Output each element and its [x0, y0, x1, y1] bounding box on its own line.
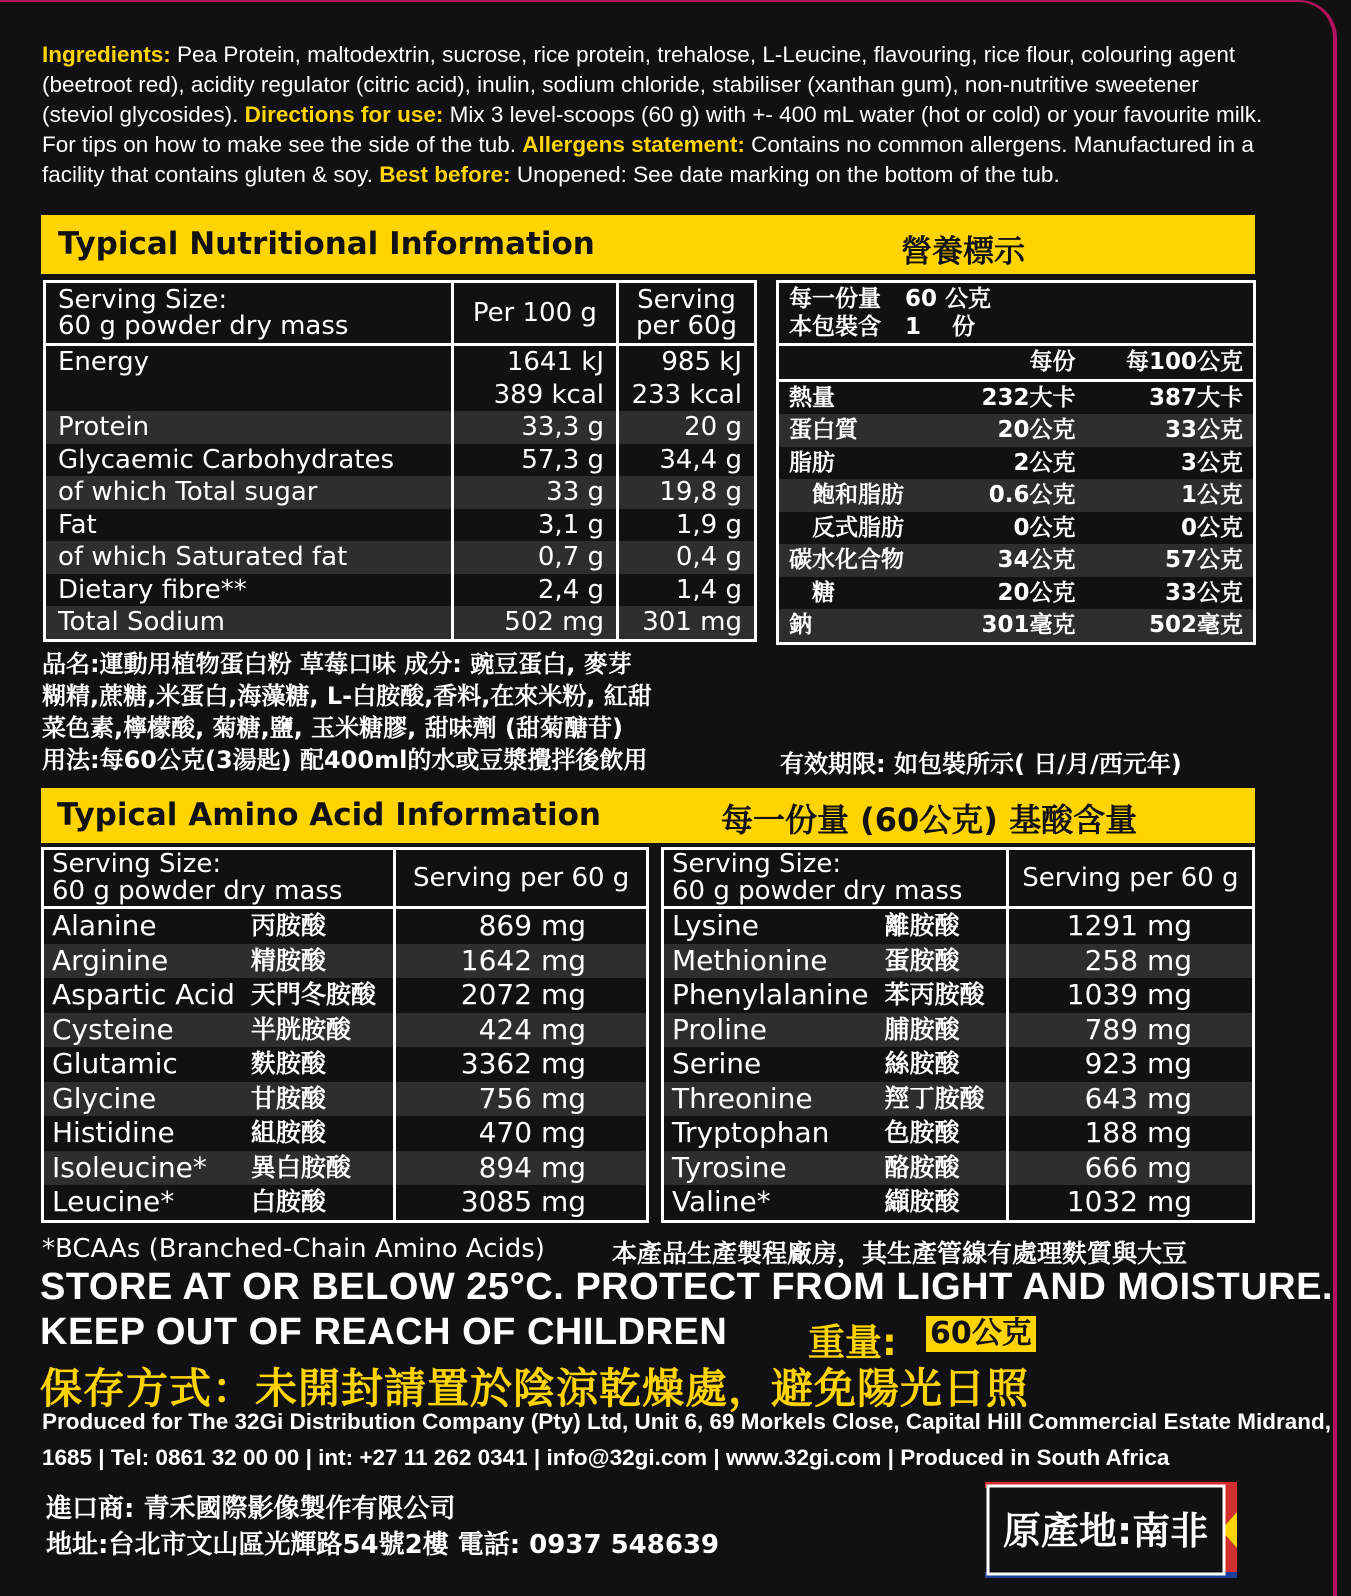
- cn-nutrient-serving: 0公克: [1013, 514, 1076, 541]
- cn-product-line: 糊精,蔗糖,米蛋白,海藻糖, L-白胺酸,香料,在來米粉, 紅甜: [42, 682, 652, 710]
- amino-title-cn: 每一份量 (60公克) 基酸含量: [721, 801, 1138, 839]
- nutrient-serving: 1,4 g: [618, 574, 756, 607]
- cn-nutrient-name: 熱量: [789, 384, 835, 411]
- col-per-100: Per 100 g: [452, 282, 617, 345]
- cn-nutrient-per100: 57公克: [1086, 544, 1255, 577]
- amino-name: Proline: [663, 1013, 877, 1048]
- amino-title-band: [41, 788, 1255, 843]
- nutrient-per100: 2,4 g: [452, 574, 617, 607]
- cn-nutrient-serving: 301毫克: [946, 609, 1085, 643]
- nutrient-per100: 3,1 g: [452, 509, 617, 542]
- cn-nutrient-per100: 1公克: [1086, 479, 1255, 512]
- nutrient-name: of which Saturated fat: [45, 541, 453, 574]
- amino-name-cn: 脯胺酸: [877, 1013, 1008, 1048]
- nutrition-row: [45, 345, 756, 379]
- amino-name-cn: 精胺酸: [243, 944, 395, 979]
- amino-serving-cell: [43, 849, 395, 908]
- cn-nutrient-name: 飽和脂肪: [778, 479, 947, 512]
- nutrient-name: Total Sodium: [45, 606, 453, 640]
- amino-name: Methionine: [663, 944, 877, 979]
- cn-nutrient-serving: 2公克: [1013, 449, 1076, 476]
- nutrient-serving: 233 kcal: [618, 379, 756, 412]
- amino-name-cn: 蛋胺酸: [877, 944, 1008, 979]
- amino-value: 258 mg: [1007, 944, 1253, 979]
- origin-text: 原產地:南非: [1003, 1509, 1209, 1553]
- cn-expiry: 有效期限: 如包裝所示( 日/月/西元年): [780, 750, 1182, 778]
- amino-serving-value: 60 g powder dry mass: [672, 876, 963, 906]
- amino-value: 3085 mg: [395, 1185, 648, 1221]
- amino-name: Tyrosine: [663, 1151, 877, 1186]
- cn-nutrient-name: 反式脂肪: [789, 514, 904, 541]
- cn-product-line: 菜色素,檸檬酸, 菊糖,鹽, 玉米糖膠, 甜味劑 (甜菊醣苷): [42, 714, 623, 742]
- nutrient-per100: 502 mg: [452, 606, 617, 640]
- cn-nutrient-serving: 232大卡: [981, 384, 1076, 411]
- serving-size-label: Serving Size:: [58, 285, 228, 315]
- amino-name-cn: 苯丙胺酸: [884, 980, 985, 1009]
- nutrient-serving: 0,4 g: [618, 541, 756, 574]
- amino-row: [663, 908, 1254, 944]
- amino-name-cn: 纈胺酸: [884, 1187, 960, 1216]
- cn-nutrient-name: 碳水化合物: [778, 544, 947, 577]
- nutrient-per100: 33 g: [452, 476, 617, 509]
- amino-name: Glycine: [43, 1082, 243, 1117]
- allergens-text: Contains no common allergens. Manufactured in a facility that contains gluten & soy.: [42, 132, 1254, 187]
- producer-line-1: Produced for The 32Gi Distribution Company (Pty) Ltd, Unit 6, 69 Morkels Close, Capital Hill Commercial Estate Midrand,: [42, 1409, 1331, 1434]
- amino-value: 2072 mg: [395, 978, 648, 1013]
- cn-col-row: [778, 345, 1255, 381]
- amino-name-cn: 離胺酸: [884, 911, 960, 940]
- amino-value: 1032 mg: [1007, 1185, 1253, 1221]
- cn-serving-value: 60 公克: [905, 286, 992, 312]
- cn-product-block: [42, 648, 762, 776]
- importer-address: 地址:台北市文山區光輝路54號2樓 電話: 0937 548639: [46, 1530, 720, 1560]
- amino-serving-value: 60 g powder dry mass: [52, 876, 343, 906]
- producer-line-2: 1685 | Tel: 0861 32 00 00 | int: +27 11 262 0341 | info@32gi.com | www.32gi.com | Produced in South Africa: [42, 1445, 1170, 1470]
- cn-nutrient-per100: 502毫克: [1086, 609, 1255, 643]
- cn-nutrient-per100: 3公克: [1180, 449, 1243, 476]
- amino-name: Glutamic: [52, 1047, 178, 1080]
- cn-usage-line: 用法:每60公克(3湯匙) 配400ml的水或豆漿攪拌後飲用: [42, 746, 648, 774]
- col-serving: [618, 282, 756, 345]
- amino-name-cn: 白胺酸: [250, 1187, 326, 1216]
- ingredients-label: Ingredients:: [42, 42, 171, 67]
- amino-name: Tryptophan: [672, 1116, 830, 1149]
- nutrient-per100: 1641 kJ: [452, 345, 617, 379]
- nutrient-serving: 34,4 g: [618, 444, 756, 477]
- cn-nutrient-serving: 20公克: [946, 414, 1085, 447]
- nutrient-serving: 20 g: [618, 411, 756, 444]
- nutrient-serving: 301 mg: [618, 606, 756, 640]
- nutrient-serving: 1,9 g: [618, 509, 756, 542]
- allergens-label: Allergens statement:: [522, 132, 745, 157]
- nutrition-row: [45, 444, 756, 477]
- weight-value: 60公克: [926, 1316, 1036, 1352]
- cn-package-value: 1 份: [905, 314, 976, 340]
- amino-name: Aspartic Acid: [52, 978, 235, 1011]
- amino-table-right: [661, 847, 1255, 1223]
- nutrition-title: Typical Nutritional Information: [58, 226, 595, 262]
- amino-value: 3362 mg: [395, 1047, 648, 1082]
- amino-value: 1642 mg: [395, 944, 648, 979]
- amino-row: [663, 1047, 1254, 1082]
- nutrient-per100: 0,7 g: [452, 541, 617, 574]
- weight-label: 重量:: [808, 1321, 897, 1364]
- serving-size-value: 60 g powder dry mass: [58, 311, 349, 341]
- cn-row: [778, 479, 1255, 512]
- cn-serving-label: 每一份量: [789, 286, 881, 312]
- amino-value: 188 mg: [1007, 1116, 1253, 1151]
- cn-storage: 保存方式：未開封請置於陰涼乾燥處，避免陽光日照: [40, 1364, 1030, 1413]
- cn-nutrient-serving: 34公克: [946, 544, 1085, 577]
- amino-title: Typical Amino Acid Information: [57, 797, 601, 833]
- bcaa-note: *BCAAs (Branched-Chain Amino Acids): [42, 1234, 545, 1264]
- amino-value: 756 mg: [395, 1082, 648, 1117]
- amino-name-cn: 羥丁胺酸: [877, 1082, 1008, 1117]
- amino-table-left: [41, 847, 649, 1223]
- directions-text: Mix 3 level-scoops (60 g) with +- 400 mL water (hot or cold) or your favourite milk. For tips on how to make see the side of the tub.: [42, 102, 1263, 157]
- nutrient-serving: 19,8 g: [618, 476, 756, 509]
- col-serving-line1: Serving: [637, 285, 736, 315]
- cn-nutrient-serving: 20公克: [997, 579, 1076, 606]
- amino-col-serving: Serving per 60 g: [1007, 849, 1253, 908]
- importer: 進口商: 青禾國際影像製作有限公司: [46, 1494, 456, 1524]
- amino-name: Histidine: [52, 1116, 175, 1149]
- nutrition-header-row: [45, 282, 756, 345]
- cn-nutrient-per100: 33公克: [1164, 579, 1243, 606]
- amino-serving-cell: [663, 849, 1008, 908]
- amino-row: [43, 1185, 648, 1221]
- nutrition-row: [45, 574, 756, 607]
- amino-name: Lysine: [672, 909, 759, 942]
- nutrient-name: Fat: [58, 509, 97, 540]
- amino-name-cn: 天門冬胺酸: [250, 980, 376, 1009]
- amino-header-row: [43, 849, 648, 908]
- ingredients-text: Pea Protein, maltodextrin, sucrose, rice protein, trehalose, L-Leucine, flavouring, rice flour, colouring agent (beetroot red), acidity regulator (citric acid), inulin, sodium chloride, stabiliser (xanthan gum), non-nutritive sweetener (steviol glycosides).: [42, 42, 1236, 127]
- amino-value: 666 mg: [1007, 1151, 1253, 1186]
- amino-value: 789 mg: [1007, 1013, 1253, 1048]
- amino-name: Isoleucine*: [43, 1151, 243, 1186]
- amino-name-cn: 丙胺酸: [250, 911, 326, 940]
- nutrition-table: [43, 280, 757, 642]
- cn-nutrient-serving: 0.6公克: [946, 479, 1085, 512]
- cn-row: [778, 609, 1255, 643]
- amino-value: 1039 mg: [1007, 978, 1253, 1013]
- col-serving-line2: per 60g: [635, 311, 738, 341]
- cn-row: [778, 577, 1255, 610]
- amino-name-cn: 酪胺酸: [877, 1151, 1008, 1186]
- nutrient-name: of which Total sugar: [45, 476, 453, 509]
- amino-row: [43, 1013, 648, 1048]
- cn-row: [778, 414, 1255, 447]
- nutrient-name: Glycaemic Carbohydrates: [58, 444, 395, 475]
- cn-nutrient-name: 糖: [789, 579, 835, 606]
- amino-name-cn: 絲胺酸: [884, 1049, 960, 1078]
- amino-value: 470 mg: [395, 1116, 648, 1151]
- amino-name: Serine: [672, 1047, 762, 1080]
- amino-name: Phenylalanine: [672, 978, 869, 1011]
- amino-row: [43, 1047, 648, 1082]
- amino-col-serving: Serving per 60 g: [395, 849, 648, 908]
- amino-row: [663, 1116, 1254, 1151]
- ingredients-paragraph: [42, 40, 1272, 190]
- origin-box: [985, 1482, 1237, 1578]
- nutrition-row: [45, 509, 756, 542]
- amino-row: [663, 1013, 1254, 1048]
- cn-nutrient-name: 蛋白質: [778, 414, 947, 447]
- cn-nutrient-per100: 33公克: [1086, 414, 1255, 447]
- amino-value: 643 mg: [1007, 1082, 1253, 1117]
- nutrition-row: [45, 476, 756, 509]
- amino-value: 923 mg: [1007, 1047, 1253, 1082]
- nutrition-row: [45, 541, 756, 574]
- cn-serving-line: [789, 285, 1243, 313]
- amino-row: [43, 1082, 648, 1117]
- best-before-label: Best before:: [379, 162, 511, 187]
- storage-warning: STORE AT OR BELOW 25°C. PROTECT FROM LIGHT AND MOISTURE.: [40, 1266, 1333, 1308]
- amino-name-cn: 組胺酸: [250, 1118, 326, 1147]
- nutrient-per100: 33,3 g: [452, 411, 617, 444]
- amino-name-cn: 麩胺酸: [250, 1049, 326, 1078]
- cn-product-line: 品名:運動用植物蛋白粉 草莓口味 成分: 豌豆蛋白, 麥芽: [42, 650, 632, 678]
- nutrition-serving-cell: [45, 282, 453, 345]
- amino-name: Valine*: [672, 1185, 771, 1218]
- cn-row: [778, 447, 1255, 480]
- amino-name-cn: 異白胺酸: [243, 1151, 395, 1186]
- cn-row: [778, 544, 1255, 577]
- nutrition-row: [45, 606, 756, 640]
- amino-name-cn: 色胺酸: [884, 1118, 960, 1147]
- nutrient-name: [45, 379, 453, 412]
- nutrient-per100: 389 kcal: [452, 379, 617, 412]
- amino-row: [43, 978, 648, 1013]
- cn-package-label: 本包裝含: [789, 314, 881, 340]
- amino-row: [663, 1185, 1254, 1221]
- directions-label: Directions for use:: [244, 102, 444, 127]
- nutrition-title-band: [41, 215, 1255, 274]
- amino-name: Cysteine: [43, 1013, 243, 1048]
- cn-nutrient-per100: 0公克: [1180, 514, 1243, 541]
- nutrition-table-cn: [776, 280, 1256, 645]
- amino-name: Alanine: [52, 909, 157, 942]
- amino-row: [43, 1151, 648, 1186]
- amino-name: Threonine: [663, 1082, 877, 1117]
- amino-name: Leucine*: [52, 1185, 175, 1218]
- cn-package-line: [789, 313, 1243, 341]
- cn-nutrient-name: 脂肪: [789, 449, 835, 476]
- nutrient-per100: 57,3 g: [452, 444, 617, 477]
- amino-row: [663, 1082, 1254, 1117]
- nutrient-name: Protein: [45, 411, 453, 444]
- nutrition-row: [45, 411, 756, 444]
- nutrient-serving: 985 kJ: [618, 345, 756, 379]
- amino-row: [43, 908, 648, 944]
- nutrition-row: [45, 379, 756, 412]
- amino-row: [43, 1116, 648, 1151]
- cn-nutrient-name: 鈉: [778, 609, 947, 643]
- cn-header-row: [778, 282, 1255, 345]
- amino-name-cn: 甘胺酸: [243, 1082, 395, 1117]
- children-warning: KEEP OUT OF REACH OF CHILDREN: [40, 1311, 728, 1353]
- best-before-text: Unopened: See date marking on the bottom of the tub.: [516, 162, 1060, 187]
- cn-row: [778, 512, 1255, 545]
- nutrition-title-cn: 營養標示: [901, 234, 1025, 270]
- cn-col-serving: 每份: [1029, 349, 1076, 375]
- cn-header-cell: [778, 282, 1255, 345]
- amino-name: Arginine: [43, 944, 243, 979]
- amino-row: [43, 944, 648, 979]
- amino-row: [663, 1151, 1254, 1186]
- amino-value: 869 mg: [395, 908, 648, 944]
- cn-row: [778, 380, 1255, 414]
- amino-value: 424 mg: [395, 1013, 648, 1048]
- amino-row: [663, 944, 1254, 979]
- amino-serving-label: Serving Size:: [52, 849, 222, 879]
- cn-col-100: 每100公克: [1125, 349, 1243, 375]
- amino-name-cn: 半胱胺酸: [243, 1013, 395, 1048]
- amino-value: 1291 mg: [1007, 908, 1253, 944]
- nutrient-name: Dietary fibre**: [58, 574, 247, 605]
- amino-header-row: [663, 849, 1254, 908]
- amino-value: 894 mg: [395, 1151, 648, 1186]
- cn-allergen-note: 本產品生產製程廠房，其生產管線有處理麩質與大豆: [612, 1239, 1188, 1268]
- nutrient-name: Energy: [58, 347, 150, 377]
- cn-nutrient-per100: 387大卡: [1148, 384, 1243, 411]
- amino-serving-label: Serving Size:: [672, 849, 842, 879]
- amino-row: [663, 978, 1254, 1013]
